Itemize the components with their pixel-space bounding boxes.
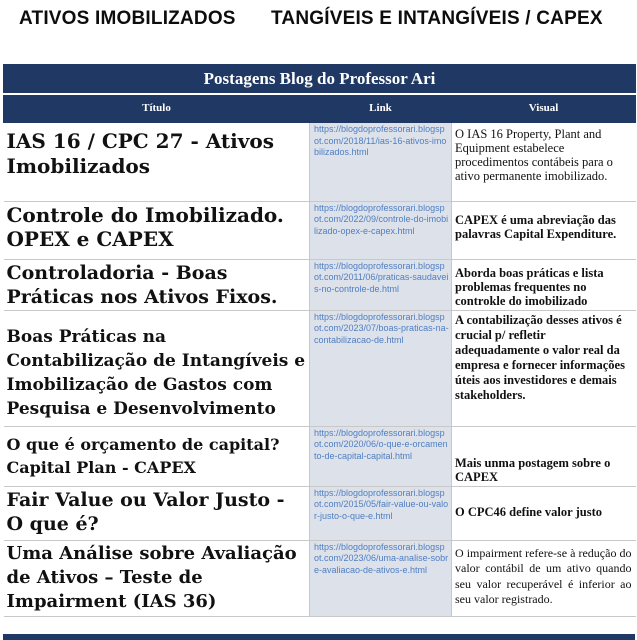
table-banner-row [4, 65, 636, 95]
table-row [4, 486, 636, 540]
post-visual-cell [452, 310, 636, 426]
post-title-cell [4, 310, 310, 426]
blog-posts-table [3, 64, 636, 617]
table-header-row [4, 94, 636, 123]
post-title: Controladoria - Boas Práticas nos Ativos Fixos. [6, 261, 278, 308]
post-link[interactable]: https://blogdoprofessorari.blogspot.com/2023/06/uma-analise-sobre-avaliacao-de-ativos-e.html [314, 541, 449, 575]
table-row [4, 540, 636, 616]
post-visual-text: A contabilização desses ativos é crucial p/ refletir adequadamente o valor real da empresa e fornecer informações úteis aos investidores e demais stakeholders. [455, 312, 625, 402]
post-visual-text: O IAS 16 Property, Plant and Equipment estabelece procedimentos contábeis para o ativo permanente imobilizado. [455, 127, 613, 183]
header-title-left: ATIVOS IMOBILIZADOS [19, 8, 236, 29]
post-link[interactable]: https://blogdoprofessorari.blogspot.com/2020/06/o-que-e-orcamento-de-capital-capital.html [314, 427, 448, 461]
post-visual-text: Mais unma postagem sobre o CAPEX [455, 455, 611, 484]
table-row [4, 310, 636, 426]
post-visual-cell [452, 123, 636, 201]
column-header-visual: Visual [452, 94, 636, 123]
post-visual-text: O impairment refere-se à redução do valor contábil de um ativo quando seu valor recuperável é inferior ao seu valor registrado. [455, 545, 632, 606]
post-link[interactable]: https://blogdoprofessorari.blogspot.com/2022/09/controle-do-imobilizado-opex-e-capex.html [314, 202, 449, 236]
post-title-cell [4, 486, 310, 540]
post-link[interactable]: https://blogdoprofessorari.blogspot.com/2015/05/fair-value-ou-valor-justo-o-que-e.html [314, 487, 449, 521]
post-title-cell [4, 426, 310, 486]
post-title: Boas Práticas na Contabilização de Intangíveis e Imobilização de Gastos com Pesquisa e Desenvolvimento [6, 326, 306, 419]
table-row [4, 259, 636, 310]
post-visual-text: O CPC46 define valor justo [455, 504, 602, 519]
post-link-cell [310, 426, 452, 486]
post-title-cell [4, 540, 310, 616]
table-row [4, 201, 636, 259]
post-visual-cell [452, 540, 636, 616]
post-title: O que é orçamento de capital? Capital Plan - CAPEX [6, 434, 280, 477]
post-visual-text: Aborda boas práticas e lista problemas frequentes no controkle do imobilizado [455, 265, 604, 308]
post-link-cell [310, 540, 452, 616]
post-link-cell [310, 259, 452, 310]
document-header [0, 0, 637, 40]
table-row [4, 426, 636, 486]
post-title: Uma Análise sobre Avaliação de Ativos – Teste de Impairment (IAS 36) [6, 542, 297, 612]
post-link[interactable]: https://blogdoprofessorari.blogspot.com/2018/11/ias-16-ativos-imobilizados.html [314, 124, 447, 157]
table-row [4, 123, 636, 201]
post-title-cell [4, 259, 310, 310]
post-visual-cell [452, 426, 636, 486]
post-link-cell [310, 123, 452, 201]
post-link-cell [310, 486, 452, 540]
post-visual-cell [452, 259, 636, 310]
post-title: IAS 16 / CPC 27 - Ativos Imobilizados [6, 129, 274, 178]
table-banner: Postagens Blog do Professor Ari [4, 65, 636, 95]
post-link-cell [310, 201, 452, 259]
post-visual-cell [452, 486, 636, 540]
column-header-title: Título [4, 94, 310, 123]
post-visual-cell [452, 201, 636, 259]
post-title: Controle do Imobilizado. OPEX e CAPEX [6, 202, 284, 251]
post-link-cell [310, 310, 452, 426]
post-title: Fair Value ou Valor Justo - O que é? [6, 488, 285, 535]
post-link[interactable]: https://blogdoprofessorari.blogspot.com/2023/07/boas-praticas-na-contabilizacao-de.html [314, 311, 449, 345]
header-title-right: TANGÍVEIS E INTANGÍVEIS / CAPEX [271, 8, 603, 29]
column-header-link: Link [310, 94, 452, 123]
post-title-cell [4, 201, 310, 259]
post-title-cell [4, 123, 310, 201]
post-visual-text: CAPEX é uma abreviação das palavras Capital Expenditure. [455, 212, 617, 241]
post-link[interactable]: https://blogdoprofessorari.blogspot.com/2011/06/praticas-saudaveis-no-controle-de.html [314, 260, 449, 294]
table-footer-bar [3, 634, 635, 640]
